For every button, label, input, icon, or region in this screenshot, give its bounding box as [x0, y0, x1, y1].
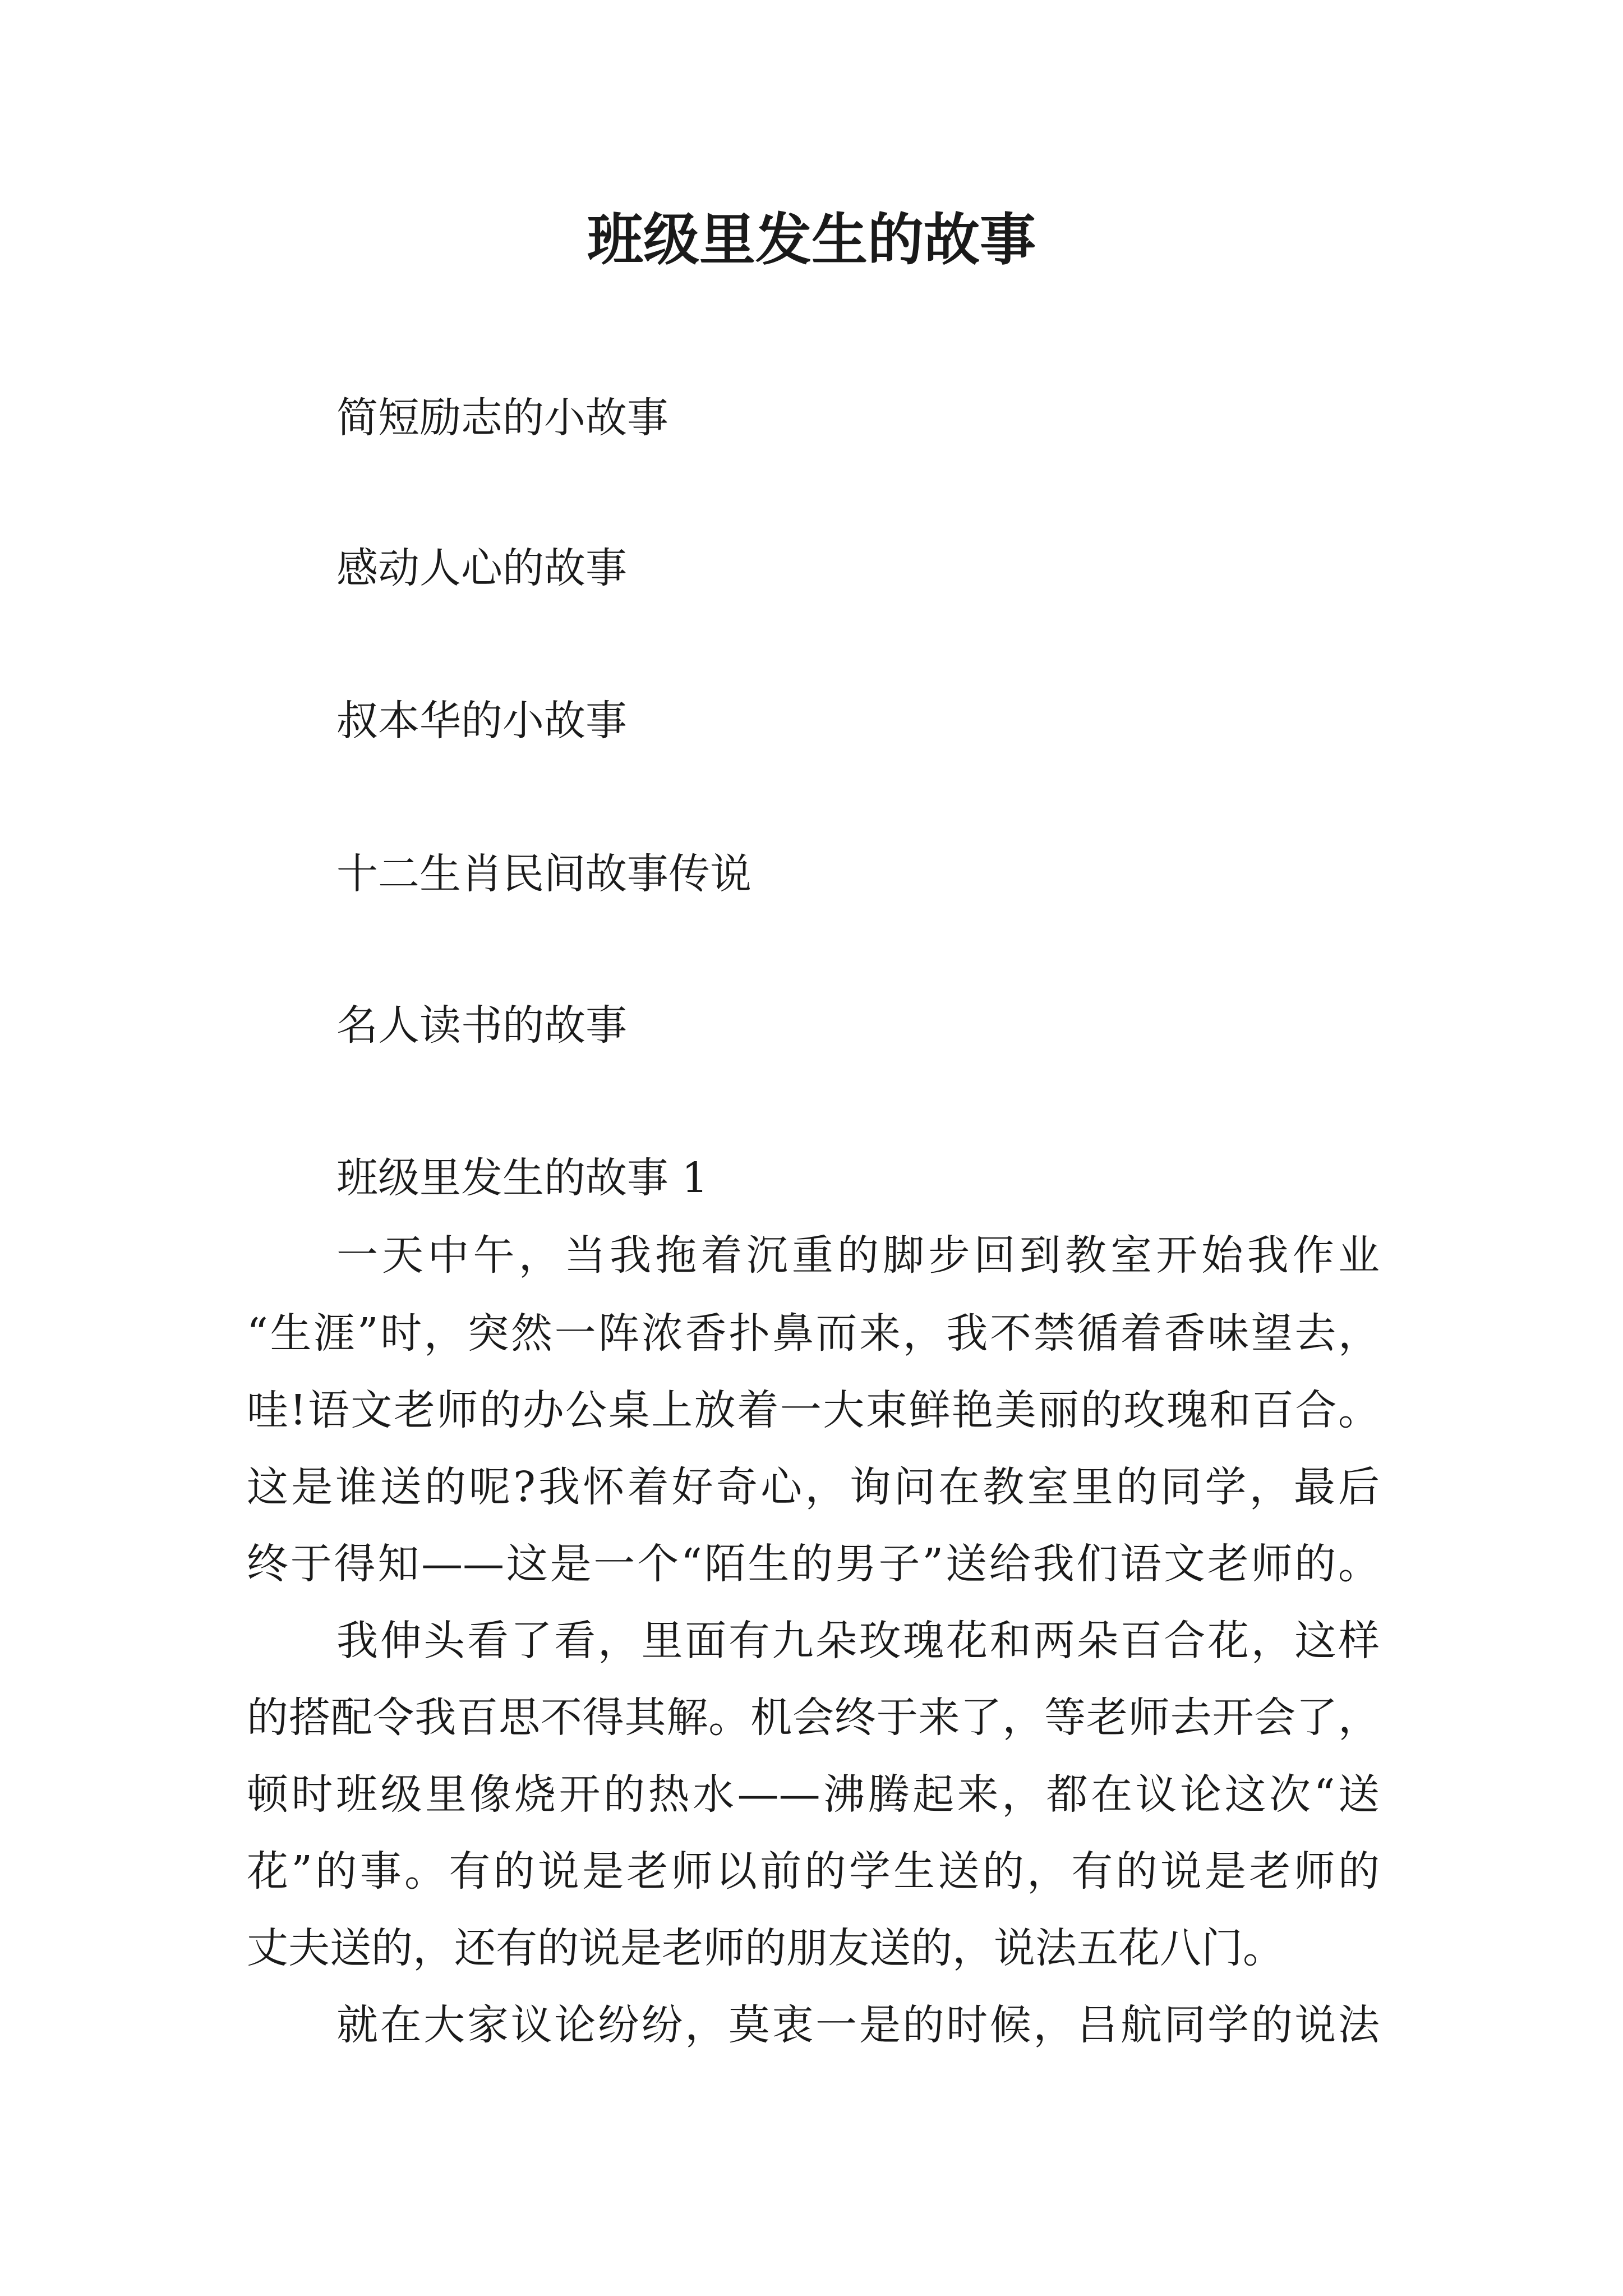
- toc-item: 叔本华的小故事: [336, 697, 627, 745]
- paragraph-line: 这是谁送的呢?我怀着好奇心，询问在教室里的同学，最后: [247, 1463, 1380, 1511]
- toc-item: 简短励志的小故事: [336, 394, 668, 442]
- paragraph-line: 哇!语文老师的办公桌上放着一大束鲜艳美丽的玫瑰和百合。: [247, 1386, 1380, 1434]
- paragraph-line: 顿时班级里像烧开的热水——沸腾起来，都在议论这次“送: [247, 1770, 1380, 1819]
- paragraph-line: 就在大家议论纷纷，莫衷一是的时候，吕航同学的说法: [336, 2001, 1380, 2049]
- toc-item: 名人读书的故事: [336, 1001, 627, 1050]
- section-heading: 班级里发生的故事 1: [336, 1154, 708, 1202]
- document-title: 班级里发生的故事: [587, 206, 1036, 273]
- toc-item: 感动人心的故事: [336, 544, 627, 592]
- paragraph-line: 一天中午，当我拖着沉重的脚步回到教室开始我作业: [336, 1231, 1380, 1280]
- paragraph-line: 丈夫送的，还有的说是老师的朋友送的，说法五花八门。: [247, 1924, 1284, 1972]
- paragraph-line: 的搭配令我百思不得其解。机会终于来了，等老师去开会了，: [247, 1694, 1380, 1742]
- paragraph-line: “生涯”时，突然一阵浓香扑鼻而来，我不禁循着香味望去，: [247, 1309, 1380, 1358]
- paragraph-line: 花”的事。有的说是老师以前的学生送的，有的说是老师的: [247, 1847, 1380, 1895]
- toc-item: 十二生肖民间故事传说: [336, 850, 751, 898]
- paragraph-line: 我伸头看了看，里面有九朵玫瑰花和两朵百合花，这样: [336, 1617, 1380, 1665]
- paragraph-line: 终于得知——这是一个“陌生的男子”送给我们语文老师的。: [247, 1540, 1380, 1588]
